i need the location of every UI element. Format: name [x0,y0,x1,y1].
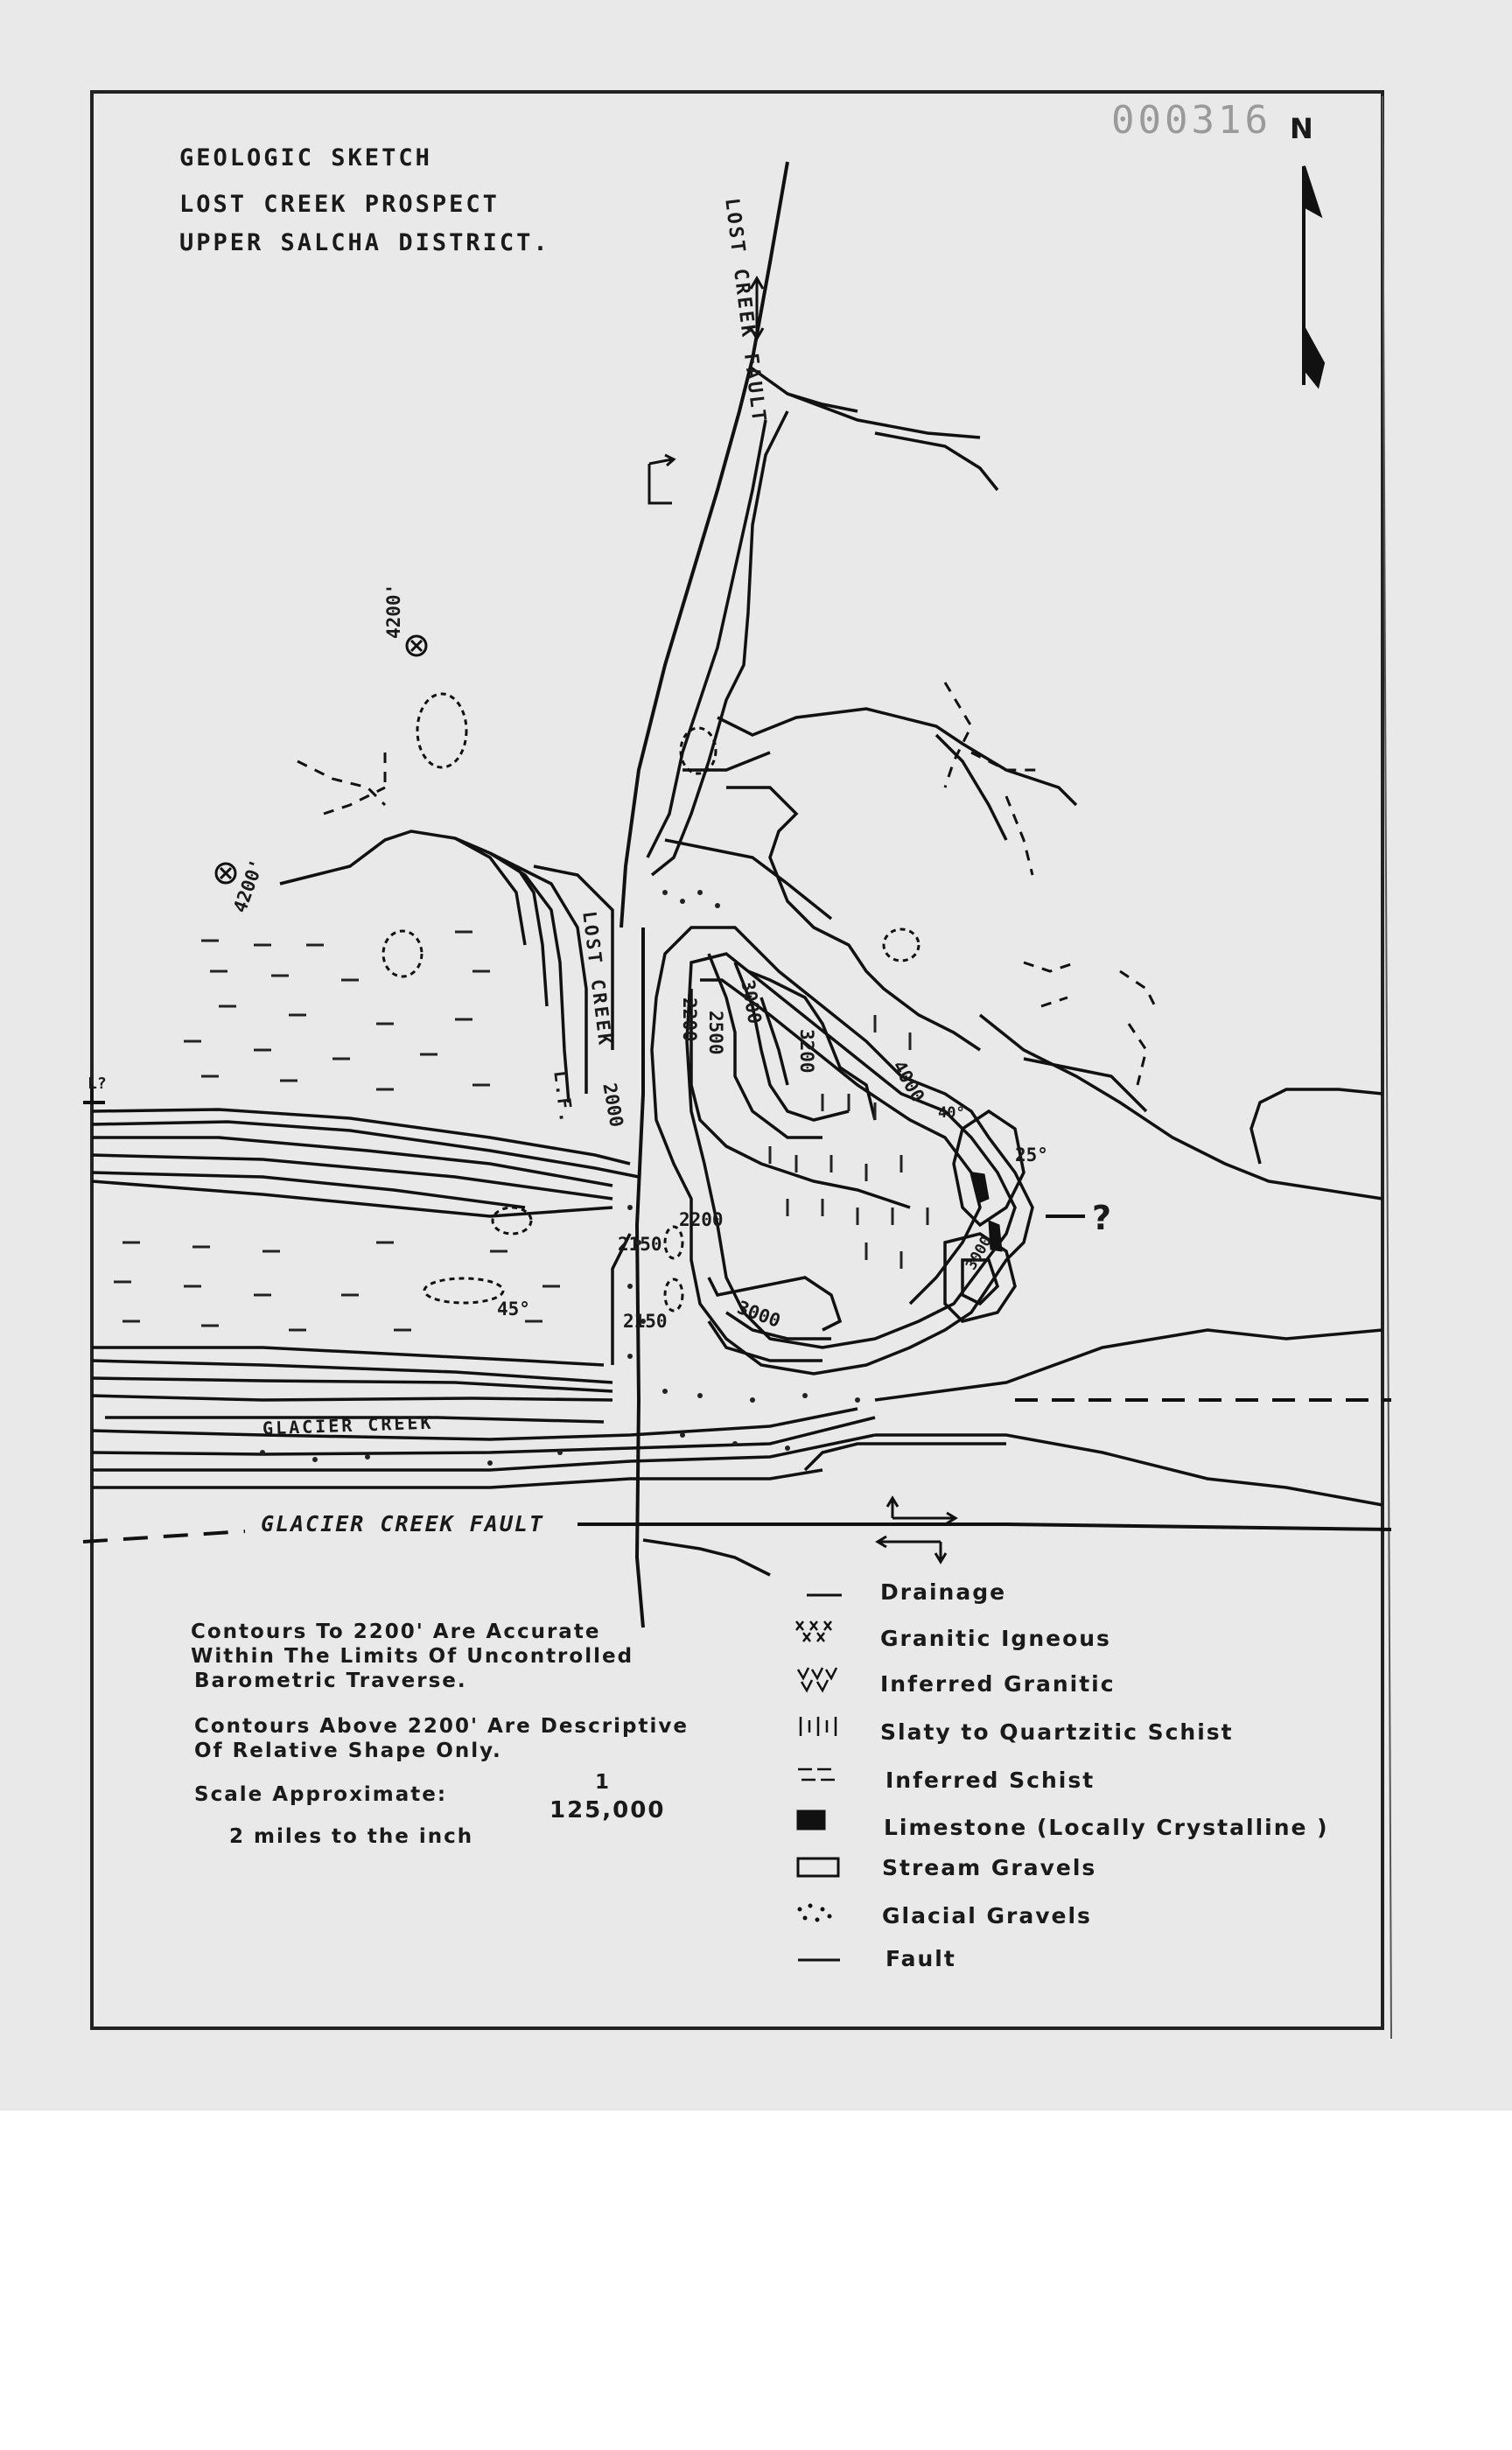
legend-label: Drainage [880,1579,1007,1605]
lost-creek-label: LOST CREEK [578,910,617,1049]
elevation-label: 4200' [383,583,404,639]
contour-lines [652,928,1032,1374]
glacier-creek-valley [92,1110,875,1488]
elevation-label: 3200 [796,1029,817,1074]
lost-creek-fault-label: LOST CREEK FAULT [720,197,770,426]
legend-item-granitic-igneous [805,1626,1365,1656]
title-line-1: GEOLOGIC SKETCH [179,144,432,172]
legend-item-glacial-gravels [805,1903,1365,1933]
contour-note-line-3: Barometric Traverse. [194,1670,467,1692]
western-dashed-drainage [298,682,1155,1085]
legend-label: Limestone (Locally Crystalline ) [884,1815,1329,1840]
legend-label: Fault [886,1946,956,1971]
glacier-creek-label: GLACIER CREEK [262,1411,434,1439]
legend-label: Inferred Schist [886,1768,1096,1793]
scale-denominator: 125,000 [550,1797,666,1824]
elevation-label: 3000 [734,1297,784,1332]
title-line-2: LOST CREEK PROSPECT [179,191,500,218]
granitic-outcrops [383,694,919,1311]
legend-label: Granitic Igneous [880,1626,1111,1651]
elevation-label: 3000 [737,978,766,1026]
lost-creek-lf-label: L.F. [550,1069,578,1127]
glacier-creek-fault-label: GLACIER CREEK FAULT [261,1511,544,1536]
north-arrow [1304,166,1323,385]
contour-note-line-2: Within The Limits Of Uncontrolled [191,1645,634,1668]
contour-note-line-1: Contours To 2200' Are Accurate [191,1620,601,1643]
elevation-label: 4000 [888,1057,929,1106]
legend-item-stream-gravels [805,1855,1365,1885]
legend-item-fault [805,1946,1365,1976]
elevation-label: 4200' [229,856,269,916]
upper-drainage [648,368,1076,1050]
eastern-streams [643,1015,1382,1575]
fault-arrows [649,278,956,1562]
scale-text: 2 miles to the inch [229,1825,474,1848]
contour-shape-note-line-1: Contours Above 2200' Are Descriptive [194,1715,689,1738]
elevation-label: 2200 [679,998,700,1042]
elevation-label: 2150 [623,1311,668,1332]
legend-label: Inferred Granitic [880,1671,1116,1697]
document-number: 000316 [1111,98,1271,143]
legend-item-inferred-granitic [805,1671,1365,1701]
elevation-label: 3000 [962,1233,996,1273]
legend-item-slaty-schist [805,1719,1365,1749]
elevation-label: 2000 [598,1082,627,1129]
legend-label: Stream Gravels [882,1855,1097,1880]
contour-shape-note-line-2: Of Relative Shape Only. [194,1740,502,1762]
legend-label: Slaty to Quartzitic Schist [880,1719,1234,1745]
dip-label: 45° [497,1298,530,1320]
western-drainage [280,831,612,1102]
elevation-label: 2200 [679,1209,724,1230]
title-line-3: UPPER SALCHA DISTRICT. [179,229,550,256]
scale-label: Scale Approximate: [194,1783,448,1806]
dip-label: 40° [938,1104,965,1122]
peak-markers [216,636,426,883]
scale-numerator: 1 [595,1771,612,1794]
elevation-label: 2500 [705,1011,726,1055]
legend-item-limestone [805,1815,1365,1844]
legend-item-drainage [805,1579,1365,1609]
legend-label: Glacial Gravels [882,1903,1092,1928]
dip-label: 25° [1015,1144,1048,1166]
question-mark-label: ? [1092,1199,1115,1237]
west-fault-tick-label: L? [88,1074,107,1093]
elevation-label: 2150 [618,1234,662,1255]
north-label: N [1290,112,1313,145]
legend-item-inferred-schist [805,1768,1365,1797]
